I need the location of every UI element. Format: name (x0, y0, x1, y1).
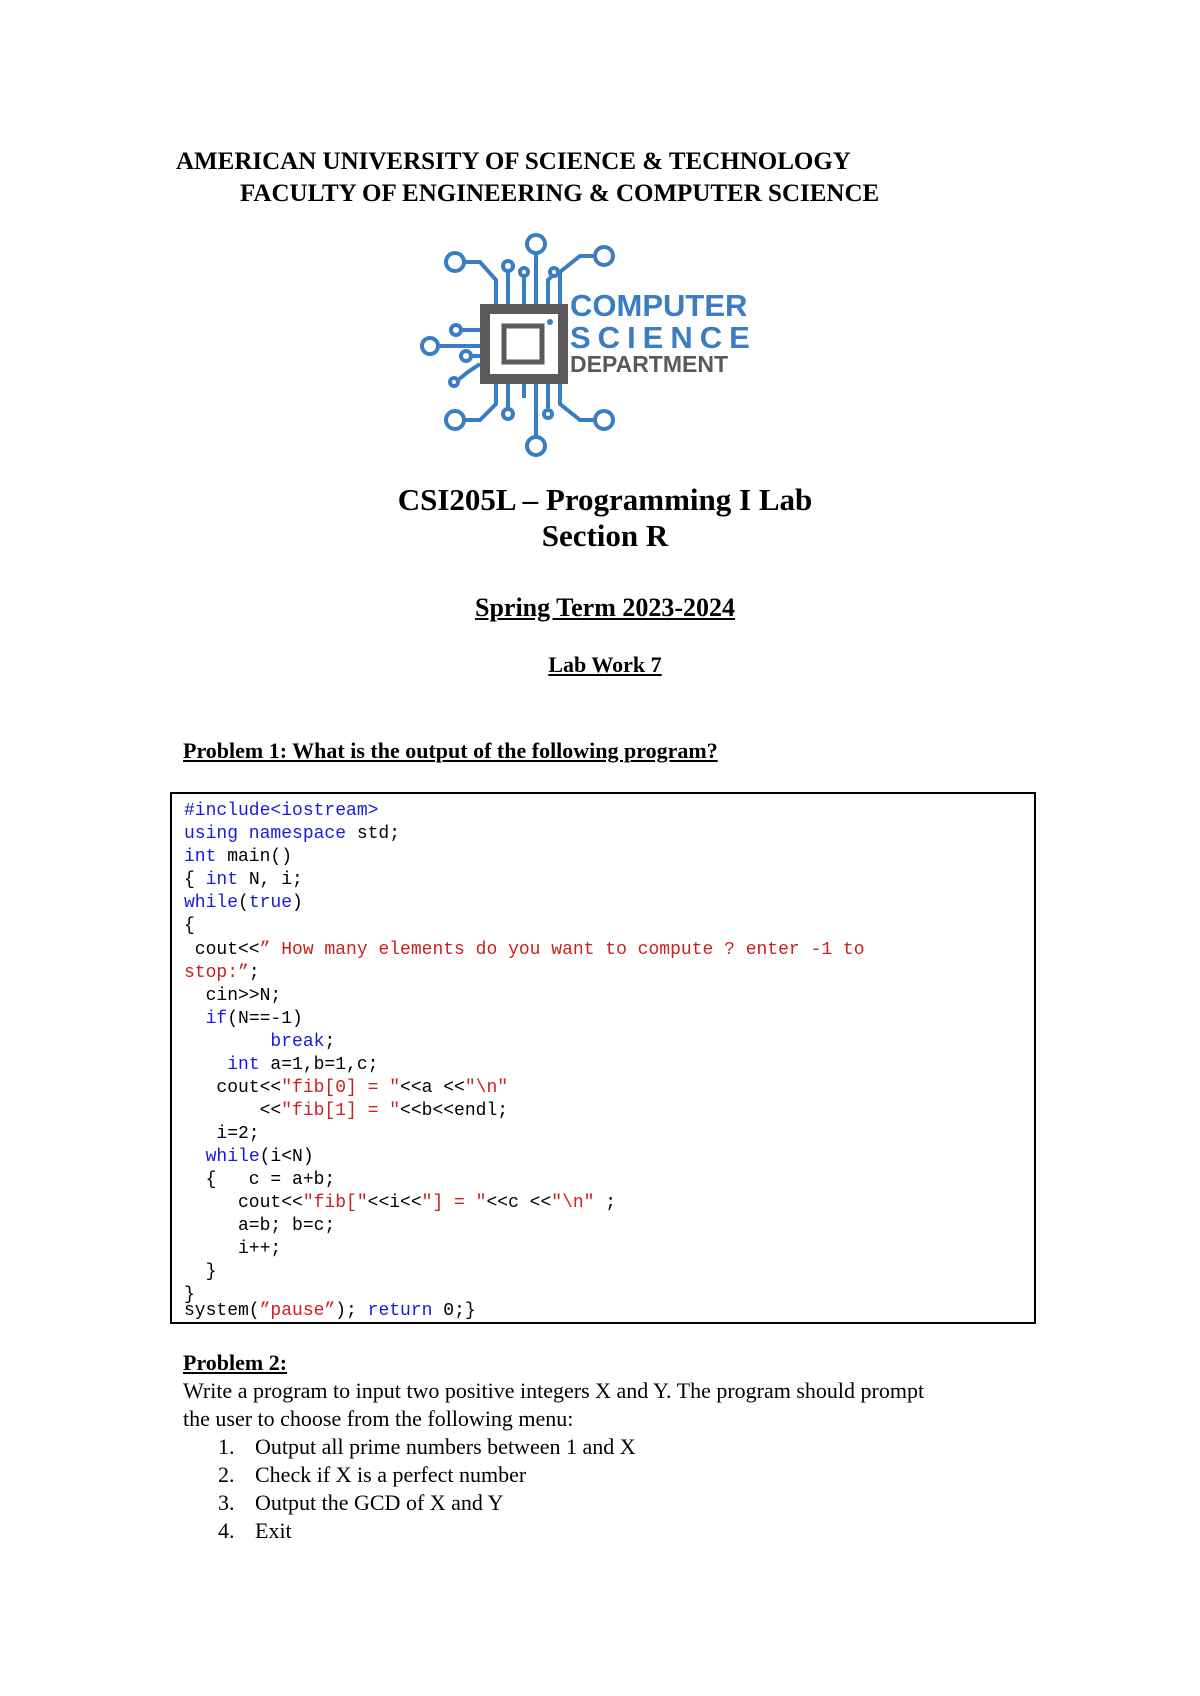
menu-item-text: Output all prime numbers between 1 and X (255, 1434, 636, 1459)
menu-item-text: Exit (255, 1518, 292, 1543)
code-line: { int N, i; (184, 870, 303, 890)
code-line: int main() (184, 847, 293, 867)
course-title: CSI205L – Programming I Lab (397, 482, 813, 517)
code-line: } (184, 1285, 195, 1305)
code-line: while(i<N) (205, 1147, 314, 1167)
menu-item-number: 1. (218, 1434, 235, 1459)
lab-work-label: Lab Work 7 (548, 652, 662, 677)
code-line: { c = a+b; (184, 1170, 336, 1190)
problem-2-text-line: Write a program to input two positive integers X and Y. The program should prompt (183, 1378, 925, 1403)
code-line: cin>>N; (184, 986, 282, 1006)
code-line: using namespace std; (184, 824, 401, 844)
menu-item-number: 2. (218, 1462, 235, 1487)
section-label: Section R (541, 518, 669, 553)
code-line: int a=1,b=1,c; (227, 1055, 379, 1075)
code-line: cout<<"fib["<<i<<"] = "<<c <<"\n" ; (184, 1193, 617, 1213)
code-line: } (184, 1262, 217, 1282)
code-line: cout<<” How many elements do you want to compute ? enter -1 to (184, 940, 865, 960)
code-line: <<"fib[1] = "<<b<<endl; (184, 1101, 509, 1121)
code-line: #include<iostream> (184, 801, 379, 821)
code-block (170, 792, 1036, 1324)
logo-line-department: DEPARTMENT (570, 351, 729, 377)
logo-line-computer: COMPUTER (570, 288, 748, 323)
code-line: { (184, 916, 195, 936)
code-line: system(”pause”); return 0;} (184, 1301, 476, 1321)
code-line: i=2; (184, 1124, 260, 1144)
logo-line-science: SCIENCE (570, 320, 757, 355)
university-name: AMERICAN UNIVERSITY OF SCIENCE & TECHNOLOGY (176, 148, 851, 175)
menu-item-number: 3. (218, 1490, 235, 1515)
menu-item-number: 4. (218, 1518, 235, 1543)
code-line: a=b; b=c; (184, 1216, 336, 1236)
code-line: cout<<"fib[0] = "<<a <<"\n" (184, 1078, 509, 1098)
menu-item-text: Output the GCD of X and Y (255, 1490, 504, 1515)
term-label: Spring Term 2023-2024 (474, 593, 736, 622)
code-line: stop:”; (184, 963, 260, 983)
menu-item-text: Check if X is a perfect number (255, 1462, 527, 1487)
code-line: break; (270, 1032, 336, 1052)
problem-2-heading: Problem 2: (183, 1350, 288, 1375)
problem-1-heading: Problem 1: What is the output of the following program? (183, 738, 718, 763)
code-line: if(N==-1) (205, 1009, 303, 1029)
code-line: while(true) (184, 893, 303, 913)
faculty-name: FACULTY OF ENGINEERING & COMPUTER SCIENCE (240, 180, 880, 207)
problem-2-text-line: the user to choose from the following menu: (183, 1406, 574, 1431)
code-line: i++; (184, 1239, 282, 1259)
computer-science-department-logo (420, 232, 792, 460)
